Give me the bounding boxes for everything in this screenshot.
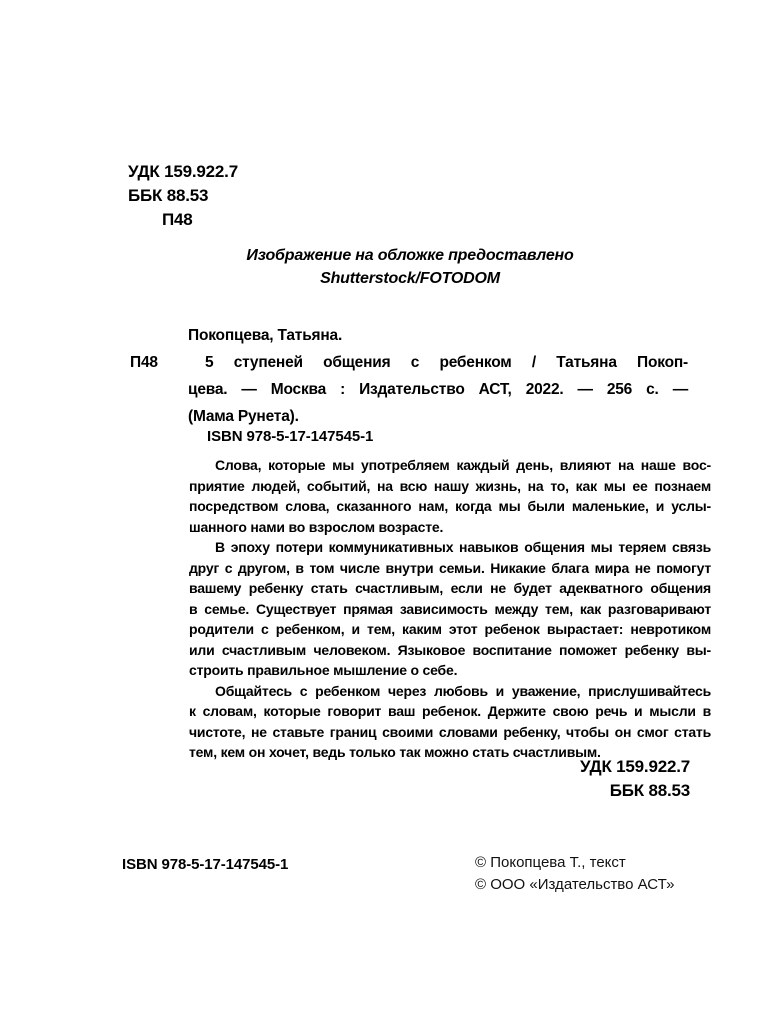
- annotation-line: вашему ребенку стать счастливым, если не будет адекватного общения: [189, 580, 711, 596]
- cover-credit: [128, 244, 692, 290]
- annotation-line: родители с ребенком, и тем, каким этот ребенок вырастает: невротиком: [189, 621, 711, 637]
- annotation-line: шанного нами во взрослом возрасте.: [189, 518, 444, 535]
- annotation-line: В эпоху потери коммуникативных навыков общения мы теряем связь: [215, 539, 711, 555]
- udk-code-bottom: УДК 159.922.7: [580, 757, 690, 776]
- annotation-line: тем, кем он хочет, ведь только так можно стать счастливым.: [189, 744, 601, 760]
- annotation-line: посредством слова, сказанного нам, когда мы были маленькие, и услы-: [189, 498, 711, 514]
- author-heading: Покопцева, Татьяна.: [188, 327, 343, 344]
- catalog-entry: [130, 322, 688, 430]
- catalog-line: 5 ступеней общения с ребенком / Татьяна Покоп-: [205, 354, 688, 371]
- annotation-line: в семье. Существует прямая зависимость между тем, как разговаривают: [189, 600, 711, 617]
- annotation-line: Общайтесь с ребенком через любовь и уважение, прислушивайтесь: [215, 682, 711, 699]
- annotation-line: приятие людей, событий, на всю нашу жизнь, на то, как мы ее познаем: [189, 477, 711, 494]
- isbn-entry: ISBN 978-5-17-147545-1: [207, 428, 374, 445]
- classification-bottom-block: [188, 755, 690, 802]
- annotation: [189, 455, 711, 763]
- annotation-line: чистоте, не ставьте границ своими словами ребенку, чтобы он смог стать: [189, 723, 711, 740]
- annotation-line: строить правильное мышление о себе.: [189, 662, 458, 678]
- annotation-line: друг с другом, в том числе внутри семьи. Никакие блага мира не помогут: [189, 559, 711, 576]
- copyright-block: [475, 852, 674, 895]
- annotation-line: к словам, которые говорит ваш ребенок. Держите свою речь и мысли в: [189, 703, 711, 719]
- copyright-line-author: © Покопцева Т., текст: [475, 854, 626, 871]
- udk-code: УДК 159.922.7: [128, 162, 238, 181]
- author-sign-entry: П48: [130, 354, 158, 371]
- bbk-code-bottom: ББК 88.53: [609, 780, 690, 800]
- catalog-line: (Мама Рунета).: [188, 408, 299, 425]
- cover-credit-line1: Изображение на обложке предоставлено: [246, 247, 574, 264]
- annotation-line: Слова, которые мы употребляем каждый день, влияют на наше вос-: [215, 457, 711, 473]
- isbn-footer: ISBN 978-5-17-147545-1: [122, 856, 289, 873]
- annotation-line: или счастливым человеком. Языковое воспитание поможет ребенку вы-: [189, 641, 711, 658]
- classification-block: [128, 160, 238, 232]
- copyright-line-publisher: © ООО «Издательство АСТ»: [475, 875, 675, 893]
- bbk-code: ББК 88.53: [128, 186, 209, 205]
- cover-credit-line2: Shutterstock/FOTODOM: [320, 270, 500, 287]
- author-sign-code: П48: [162, 210, 193, 229]
- catalog-line: цева. — Москва : Издательство АСТ, 2022. — 256 с. —: [188, 381, 688, 398]
